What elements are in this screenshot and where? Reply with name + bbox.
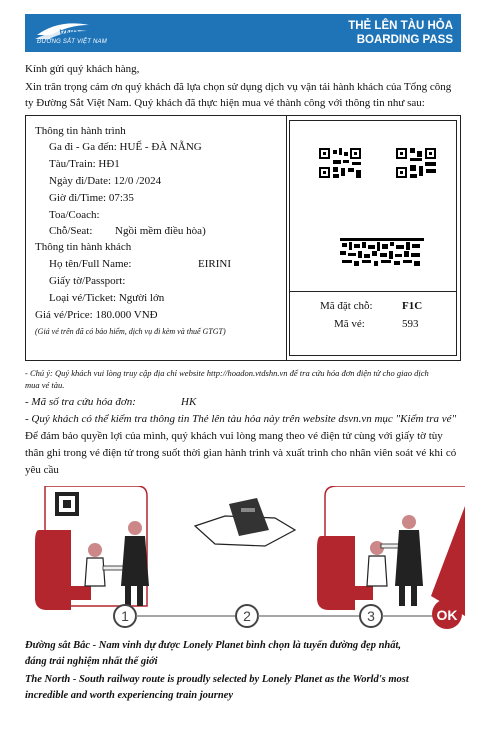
rights-line-3: yêu cầu bbox=[25, 464, 59, 476]
step-three-number: 3 bbox=[367, 608, 375, 624]
footer-vi-1: Đường sắt Bắc - Nam vinh dự được Lonely Planet bình chọn là tuyến đường đẹp nhất, bbox=[25, 640, 402, 651]
step-three-panel bbox=[317, 486, 465, 616]
invoice-note-2: mua vé tàu. bbox=[25, 380, 65, 390]
price-note: (Giá vé trên đã có bảo hiểm, dịch vụ đi kèm và thuế GTGT) bbox=[35, 327, 226, 336]
ticket-box bbox=[25, 115, 461, 361]
svg-text:VNR: VNR bbox=[59, 28, 79, 38]
footer-en-1: The North - South railway route is proudly selected by Lonely Planet as the World's most bbox=[25, 674, 409, 685]
ticket-no-label: Mã vé: bbox=[334, 318, 365, 330]
boarding-steps-illustration bbox=[25, 486, 465, 632]
name-label: Họ tên/Full Name: bbox=[49, 258, 132, 270]
code-panel bbox=[289, 120, 457, 356]
invoice-note-1: - Chú ý: Quý khách vui lòng truy cập địa chỉ website http://hoadon.vtdshn.vn để tra cứu hóa đơn điện tử cho giao dịch bbox=[25, 368, 429, 378]
header-title bbox=[348, 19, 453, 47]
booking-value: F1C bbox=[402, 300, 423, 312]
train: Tàu/Train: HĐ1 bbox=[49, 158, 120, 170]
route: Ga đi - Ga đến: HUẾ - ĐÀ NẴNG bbox=[49, 141, 202, 153]
barcode-icon bbox=[340, 234, 424, 270]
date: Ngày đi/Date: 12/0 /2024 bbox=[49, 175, 162, 187]
rights-line-2: thân ghi trong vé điện tử trong suốt thời gian hành trình và xuất trình cho nhân viên soát vé khi có bbox=[25, 447, 457, 459]
name-value: EIRINI bbox=[198, 258, 231, 270]
step-two-panel bbox=[195, 498, 295, 546]
intro-line-1: Xin trân trọng cảm ơn quý khách đã lựa chọn sử dụng dịch vụ vận tải hành khách của Tổng công bbox=[25, 81, 452, 93]
title-en: BOARDING PASS bbox=[356, 34, 453, 46]
step-one-number: 1 bbox=[121, 608, 129, 624]
greeting: Kính gửi quý khách hàng, bbox=[25, 63, 140, 75]
step-two-number: 2 bbox=[243, 608, 251, 624]
trip-heading: Thông tin hành trình bbox=[35, 125, 126, 137]
seat-value: Ngồi mềm điều hòa) bbox=[115, 225, 206, 237]
ticket-type: Loại vé/Ticket: Người lớn bbox=[49, 292, 165, 304]
header-banner bbox=[25, 14, 461, 52]
passenger-heading: Thông tin hành khách bbox=[35, 241, 132, 253]
ok-badge: OK bbox=[436, 607, 458, 623]
time: Giờ đi/Time: 07:35 bbox=[49, 192, 134, 204]
step-one-panel bbox=[35, 486, 149, 610]
id-label: Giấy tờ/Passport: bbox=[49, 275, 126, 287]
title-vi: THẺ LÊN TÀU HỎA bbox=[348, 20, 453, 32]
intro-line-2: ty Đường Sắt Việt Nam. Quý khách đã thực hiện mua vé thành công với thông tin như sau: bbox=[25, 97, 425, 109]
qr-code-icon bbox=[396, 148, 436, 178]
check-line: - Quý khách có thể kiểm tra thông tin Thẻ lên tàu hỏa này trên website dsvn.vn mục "Kiểm tra vé" bbox=[25, 413, 457, 425]
qr-code-icon bbox=[319, 148, 361, 178]
seat-label: Chỗ/Seat: bbox=[49, 225, 93, 237]
footer-en-2: incredible and worth experiencing train journey bbox=[25, 690, 233, 701]
coach: Toa/Coach: bbox=[49, 209, 100, 221]
lookup-label: - Mã số tra cứu hóa đơn: bbox=[25, 396, 136, 408]
rights-line-1: Để đảm bảo quyền lợi của mình, quý khách vui lòng mang theo vé điện tử cùng với giấy tờ tùy bbox=[25, 430, 443, 442]
price: Giá vé/Price: 180.000 VNĐ bbox=[35, 309, 158, 321]
lookup-value: HK bbox=[181, 396, 197, 408]
code-panel-divider bbox=[290, 291, 456, 292]
ticket-no-value: 593 bbox=[402, 318, 419, 330]
footer-vi-2: đáng trải nghiệm nhất thế giới bbox=[25, 656, 158, 667]
booking-label: Mã đặt chỗ: bbox=[320, 300, 373, 312]
box-divider bbox=[286, 116, 287, 360]
logo-text: ĐƯỜNG SẮT VIỆT NAM bbox=[37, 39, 107, 45]
